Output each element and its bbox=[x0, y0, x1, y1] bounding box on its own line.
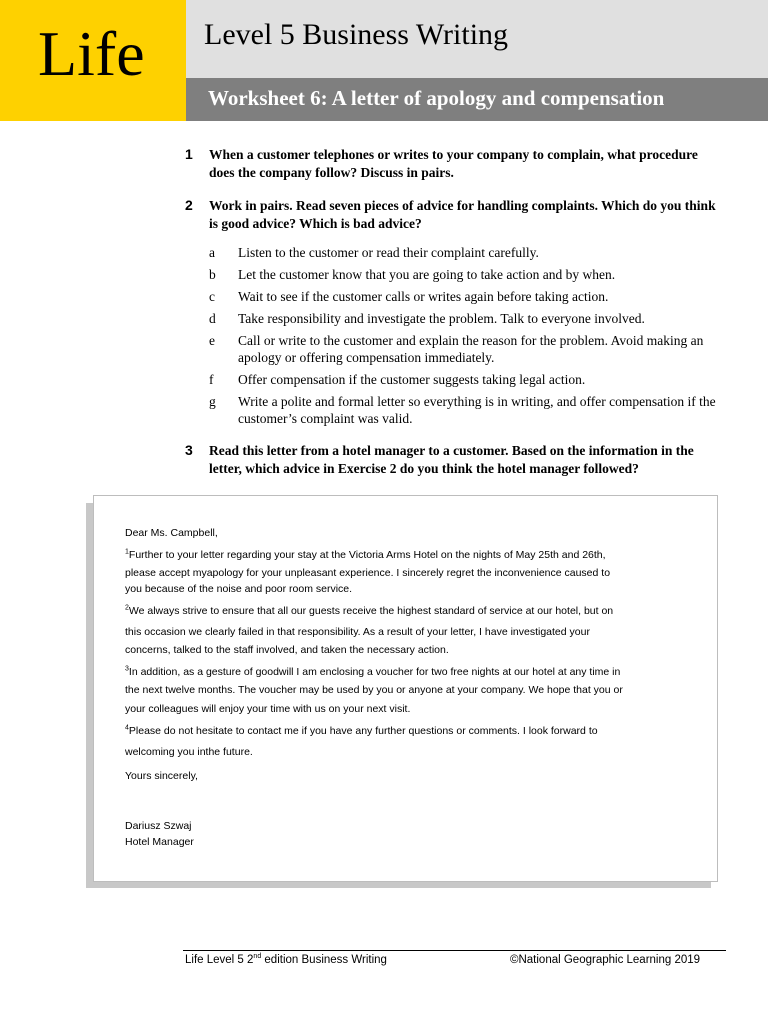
advice-letter: b bbox=[209, 267, 216, 282]
signature-name: Dariusz Szwaj bbox=[125, 820, 192, 832]
question-text: When a customer telephones or writes to your company to complain, what procedure does the company follow? Discuss in pairs. bbox=[209, 147, 698, 180]
advice-text: Call or write to the customer and explain the reason for the problem. Avoid making an apology or offering compensation immediately. bbox=[238, 333, 704, 365]
letter-line: please accept myapology for your unpleasant experience. I sincerely regret the inconvenience caused to bbox=[125, 567, 611, 579]
paragraph-number: 3 bbox=[125, 665, 129, 673]
footer-divider bbox=[183, 950, 726, 951]
footer-left bbox=[185, 954, 387, 966]
advice-text: Take responsibility and investigate the problem. Talk to everyone involved. bbox=[238, 311, 645, 326]
letter-box bbox=[93, 495, 718, 882]
advice-letter: g bbox=[209, 394, 216, 409]
letter-line: this occasion we clearly failed in that responsibility. As a result of your letter, I have investigated your bbox=[125, 626, 590, 638]
question-number: 2 bbox=[185, 197, 193, 213]
logo-text: Life bbox=[38, 18, 145, 89]
advice-text: Write a polite and formal letter so everything is in writing, and offer compensation if the customer’s complaint was valid. bbox=[238, 394, 716, 426]
footer-edition-sup: nd bbox=[253, 953, 262, 961]
letter-greeting: Dear Ms. Campbell, bbox=[125, 527, 218, 539]
letter-text: Further to your letter regarding your stay at the Victoria Arms Hotel on the nights of May 25th and 26th, bbox=[128, 549, 606, 561]
question-text: Work in pairs. Read seven pieces of advice for handling complaints. Which do you think is good advice? Which is bad advice? bbox=[209, 198, 716, 231]
logo-box bbox=[0, 0, 186, 121]
letter-text: In addition, as a gesture of goodwill I am enclosing a voucher for two free nights at our hotel at any time in bbox=[128, 666, 621, 678]
advice-text: Let the customer know that you are going to take action and by when. bbox=[238, 267, 616, 282]
page-title: Level 5 Business Writing bbox=[204, 18, 509, 51]
footer-left-suffix: edition Business Writing bbox=[261, 954, 387, 966]
advice-letter: f bbox=[209, 372, 214, 387]
subtitle-bar bbox=[186, 78, 768, 121]
question-text: Read this letter from a hotel manager to a customer. Based on the information in the letter, which advice in Exercise 2 do you think the hotel manager followed? bbox=[209, 443, 694, 476]
letter-line bbox=[125, 665, 705, 679]
title-bar bbox=[186, 0, 768, 78]
letter-line bbox=[125, 548, 705, 562]
question-number: 3 bbox=[185, 442, 193, 458]
letter-text: We always strive to ensure that all our guests receive the highest standard of service at our hotel, but on bbox=[128, 605, 614, 617]
letter-line: your colleagues will enjoy your time with us on your next visit. bbox=[125, 703, 411, 715]
paragraph-number: 1 bbox=[125, 548, 129, 556]
advice-text: Wait to see if the customer calls or writes again before taking action. bbox=[238, 289, 609, 304]
letter-line bbox=[125, 604, 705, 618]
letter-line: concerns, talked to the staff involved, and taken the necessary action. bbox=[125, 644, 449, 656]
letter-line: welcoming you inthe future. bbox=[125, 746, 253, 758]
paragraph-number: 4 bbox=[125, 724, 129, 732]
advice-letter: a bbox=[209, 245, 215, 260]
advice-letter: c bbox=[209, 289, 215, 304]
footer-left-text: Life Level 5 2 bbox=[185, 954, 254, 966]
worksheet-title: Worksheet 6: A letter of apology and compensation bbox=[208, 86, 665, 110]
letter-line: you because of the noise and poor room service. bbox=[125, 583, 353, 595]
advice-letter: e bbox=[209, 333, 215, 348]
advice-letter: d bbox=[209, 311, 216, 326]
letter-closing: Yours sincerely, bbox=[125, 770, 198, 782]
paragraph-number: 2 bbox=[125, 604, 129, 612]
advice-text: Offer compensation if the customer suggests taking legal action. bbox=[238, 372, 586, 387]
advice-text: Listen to the customer or read their complaint carefully. bbox=[238, 245, 539, 260]
letter-line bbox=[125, 724, 705, 738]
footer-copyright: ©National Geographic Learning 2019 bbox=[510, 954, 701, 966]
letter-line: the next twelve months. The voucher may be used by you or anyone at your company. We hope that you or bbox=[125, 684, 623, 696]
question-number: 1 bbox=[185, 146, 193, 162]
signature-title: Hotel Manager bbox=[125, 836, 194, 848]
letter-text: Please do not hesitate to contact me if you have any further questions or comments. I look forward to bbox=[128, 725, 598, 737]
